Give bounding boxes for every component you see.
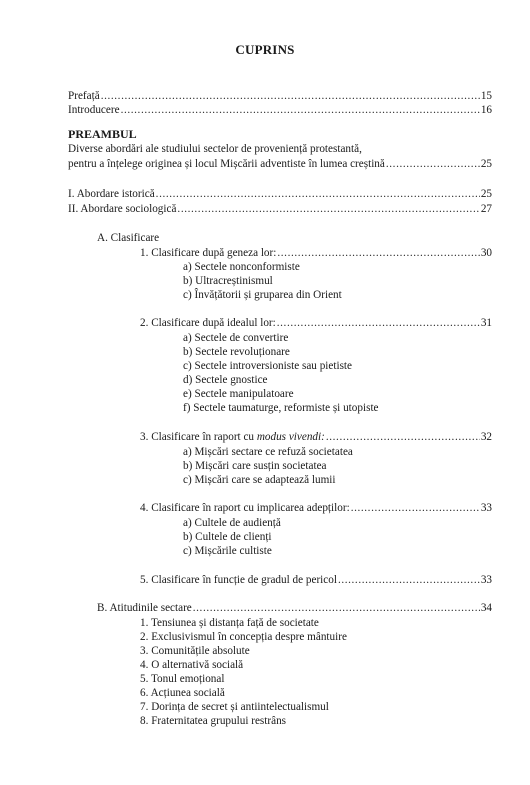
toc-entry-label-part: 3. Clasificare în raport cu xyxy=(140,431,257,443)
page-title: CUPRINS xyxy=(235,42,295,57)
toc-entry-preambul xyxy=(68,157,492,171)
toc-entry-c2 xyxy=(140,316,492,330)
dot-leader xyxy=(193,601,480,615)
dot-leader xyxy=(326,430,480,444)
toc-entry-introducere xyxy=(68,103,492,117)
toc-entry-label: 2. Clasificare după idealul lor: xyxy=(140,317,276,329)
dot-leader xyxy=(277,316,480,330)
toc-entry-label: pentru a înțelege originea și locul Mișcării adventiste în lumea creștină xyxy=(68,158,385,170)
list-item: 2. Exclusivismul în concepția despre mântuire xyxy=(140,631,347,643)
list-item: c) Mișcări care se adaptează lumii xyxy=(183,474,336,486)
dot-leader xyxy=(351,501,480,515)
toc-page-number: 33 xyxy=(480,502,492,514)
subsection-clasificare: A. Clasificare xyxy=(97,232,160,244)
dot-leader xyxy=(386,157,480,171)
toc-page-number: 27 xyxy=(480,203,492,215)
toc-entry-abordare-sociologica xyxy=(68,202,492,216)
toc-entry-label: Introducere xyxy=(68,104,120,116)
list-item: f) Sectele taumaturge, reformiste și utopiste xyxy=(183,402,379,414)
toc-page-number: 30 xyxy=(480,247,492,259)
list-item: b) Mișcări care susțin societatea xyxy=(183,460,327,472)
dot-leader xyxy=(121,103,480,117)
toc-entry-label: I. Abordare istorică xyxy=(68,188,155,200)
list-item: 7. Dorința de secret și antiintelectualismul xyxy=(140,701,329,713)
toc-page-number: 15 xyxy=(480,90,492,102)
toc-entry-atitudini xyxy=(97,601,492,615)
list-item: e) Sectele manipulatoare xyxy=(183,388,294,400)
toc-page-number: 31 xyxy=(480,317,492,329)
toc-entry-label: II. Abordare sociologică xyxy=(68,203,177,215)
toc-entry-label: 1. Clasificare după geneza lor: xyxy=(140,247,277,259)
list-item: c) Sectele introversioniste sau pietiste xyxy=(183,360,353,372)
list-item: b) Sectele revoluționare xyxy=(183,346,290,358)
list-item: b) Ultracreștinismul xyxy=(183,275,273,287)
list-item: a) Cultele de audiență xyxy=(183,517,281,529)
toc-page-number: 25 xyxy=(480,188,492,200)
toc-entry-c3 xyxy=(140,430,492,444)
toc-entry-c5 xyxy=(140,573,492,587)
dot-leader xyxy=(277,246,479,260)
dot-leader xyxy=(101,89,480,103)
list-item: 6. Acțiunea socială xyxy=(140,687,225,699)
toc-page-number: 33 xyxy=(480,574,492,586)
toc-entry-c4 xyxy=(140,501,492,515)
toc-page-number: 32 xyxy=(480,431,492,443)
toc-entry-label xyxy=(140,430,325,444)
list-item: 4. O alternativă socială xyxy=(140,659,244,671)
preambul-description: Diverse abordări ale studiului sectelor de proveniență protestantă, xyxy=(68,143,362,155)
toc-entry-label: 5. Clasificare în funcție de gradul de pericol xyxy=(140,574,337,586)
list-item: b) Cultele de clienți xyxy=(183,531,272,543)
toc-entry-label: 4. Clasificare în raport cu implicarea adepților: xyxy=(140,502,350,514)
toc-page-number: 16 xyxy=(480,104,492,116)
toc-entry-label-italic: modus vivendi: xyxy=(256,431,325,443)
dot-leader xyxy=(156,187,480,201)
list-item: c) Mișcările cultiste xyxy=(183,545,272,557)
list-item: d) Sectele gnostice xyxy=(183,374,268,386)
list-item: 1. Tensiunea și distanța față de societate xyxy=(140,617,319,629)
dot-leader xyxy=(177,202,479,216)
list-item: a) Sectele nonconformiste xyxy=(183,261,300,273)
list-item: 3. Comunitățile absolute xyxy=(140,645,250,657)
list-item: a) Sectele de convertire xyxy=(183,332,289,344)
list-item: c) Învățătorii și gruparea din Orient xyxy=(183,289,342,301)
toc-entry-label: Prefață xyxy=(68,90,100,102)
toc-entry-abordare-istorica xyxy=(68,187,492,201)
list-item: 8. Fraternitatea grupului restrâns xyxy=(140,715,287,727)
toc-entry-c1 xyxy=(140,246,492,260)
toc-page-number: 34 xyxy=(480,602,492,614)
toc-entry-label: B. Atitudinile sectare xyxy=(97,602,192,614)
list-item: 5. Tonul emoțional xyxy=(140,673,225,685)
dot-leader xyxy=(338,573,480,587)
list-item: a) Mișcări sectare ce refuză societatea xyxy=(183,446,353,458)
toc-entry-prefata xyxy=(68,89,492,103)
section-heading-preambul: PREAMBUL xyxy=(68,127,137,141)
toc-page-number: 25 xyxy=(480,158,492,170)
